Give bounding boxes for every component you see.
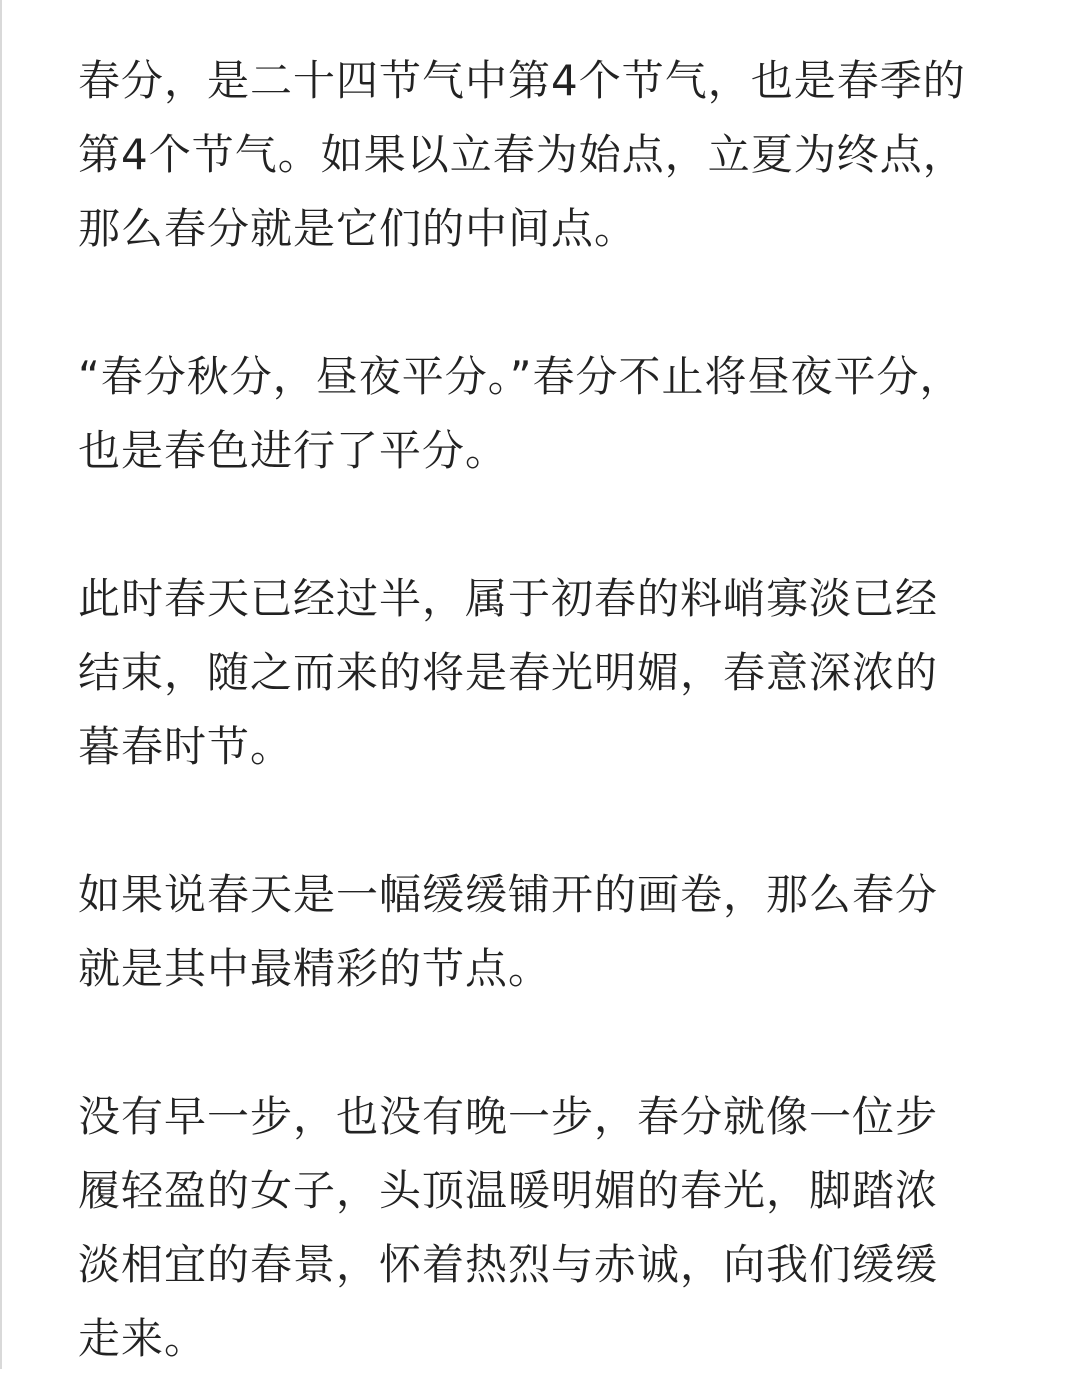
paragraph-line: 就是其中最精彩的节点。 <box>78 944 552 993</box>
paragraph-line: 那么春分就是它们的中间点。 <box>78 204 638 253</box>
left-edge-divider <box>0 0 2 1369</box>
paragraph-5 <box>78 1080 1008 1376</box>
paragraph-line: 如果说春天是一幅缓缓铺开的画卷，那么春分 <box>78 870 939 919</box>
paragraph-line: 淡相宜的春景，怀着热烈与赤诚，向我们缓缓 <box>78 1240 939 1289</box>
paragraph-line: 结束，随之而来的将是春光明媚，春意深浓的 <box>78 648 939 697</box>
paragraph-4 <box>78 858 1008 1006</box>
paragraph-line: 也是春色进行了平分。 <box>78 426 509 475</box>
paragraph-line: 履轻盈的女子，头顶温暖明媚的春光，脚踏浓 <box>78 1166 939 1215</box>
paragraph-line: 此时春天已经过半，属于初春的料峭寡淡已经 <box>78 574 939 623</box>
paragraph-2 <box>78 340 1008 488</box>
paragraph-line: 走来。 <box>78 1314 208 1363</box>
paragraph-line: 春分，是二十四节气中第4个节气，也是春季的 <box>78 56 966 105</box>
paragraph-line: 暮春时节。 <box>78 722 294 771</box>
paragraph-line: 第4个节气。如果以立春为始点，立夏为终点， <box>78 130 966 179</box>
paragraph-1 <box>78 44 1008 266</box>
paragraph-line: “春分秋分，昼夜平分。”春分不止将昼夜平分， <box>78 352 963 401</box>
paragraph-line: 没有早一步，也没有晚一步，春分就像一位步 <box>78 1092 939 1141</box>
paragraph-3 <box>78 562 1008 784</box>
article-body <box>78 44 1008 1376</box>
